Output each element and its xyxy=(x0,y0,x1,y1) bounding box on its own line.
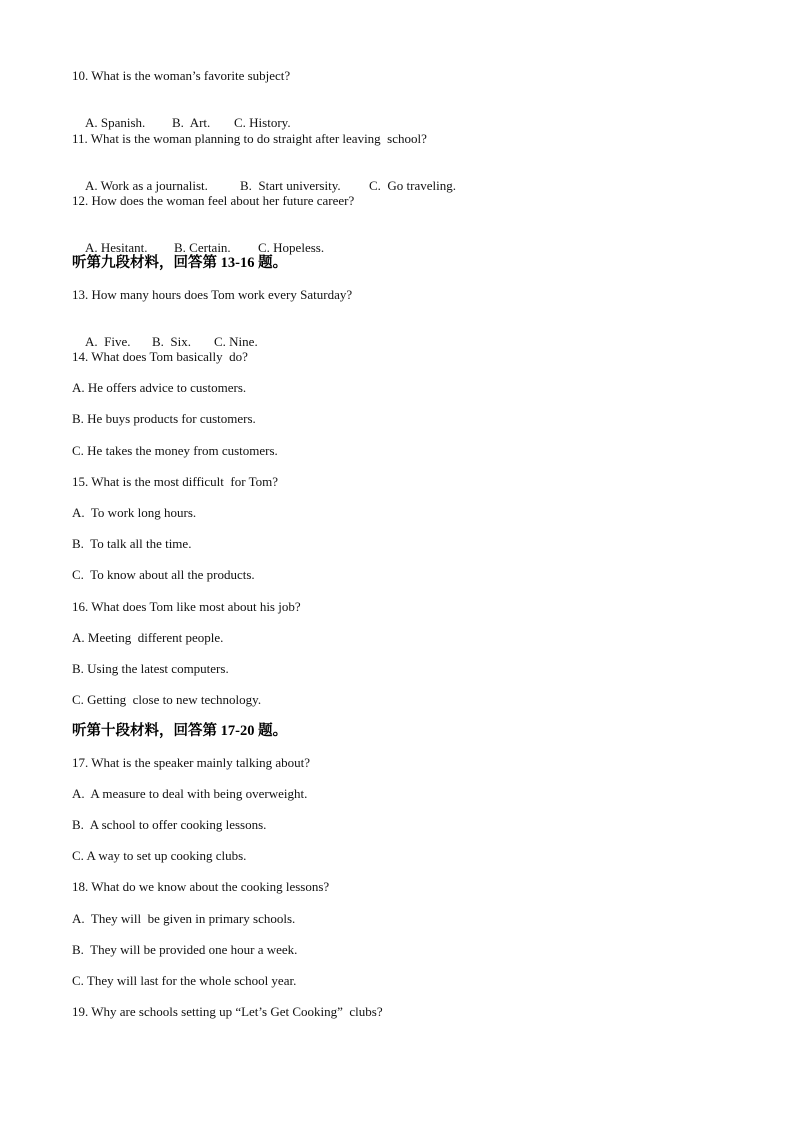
option-11-a: A. Work as a journalist. xyxy=(85,178,208,193)
question-17: 17. What is the speaker mainly talking about? xyxy=(72,755,311,770)
option-18-b: B. They will be provided one hour a week. xyxy=(72,942,298,957)
option-18-c: C. They will last for the whole school year. xyxy=(72,973,297,988)
option-13-a: A. Five. xyxy=(85,334,131,349)
option-15-b: B. To talk all the time. xyxy=(72,536,192,551)
option-15-c: C. To know about all the products. xyxy=(72,567,255,582)
option-16-c: C. Getting close to new technology. xyxy=(72,692,262,707)
question-12: 12. How does the woman feel about her future career? xyxy=(72,193,355,208)
option-14-c: C. He takes the money from customers. xyxy=(72,443,278,458)
question-10: 10. What is the woman’s favorite subject? xyxy=(72,68,291,83)
option-10-b: B. Art. xyxy=(172,115,211,130)
section-heading-9: 听第九段材料，回答第 13-16 题。 xyxy=(72,255,288,271)
option-16-b: B. Using the latest computers. xyxy=(72,661,229,676)
option-18-a: A. They will be given in primary schools. xyxy=(72,911,296,926)
option-12-b: B. Certain. xyxy=(174,240,231,255)
question-13: 13. How many hours does Tom work every Saturday? xyxy=(72,287,353,302)
option-14-b: B. He buys products for customers. xyxy=(72,411,256,426)
option-13-c: C. Nine. xyxy=(214,334,258,349)
section-heading-10: 听第十段材料，回答第 17-20 题。 xyxy=(72,723,288,739)
question-16: 16. What does Tom like most about his job? xyxy=(72,599,301,614)
option-14-a: A. He offers advice to customers. xyxy=(72,380,247,395)
option-10-a: A. Spanish. xyxy=(85,115,146,130)
question-19: 19. Why are schools setting up “Let’s Get Cooking” clubs? xyxy=(72,1004,383,1019)
option-15-a: A. To work long hours. xyxy=(72,505,197,520)
option-11-b: B. Start university. xyxy=(240,178,341,193)
option-17-b: B. A school to offer cooking lessons. xyxy=(72,817,267,832)
question-18: 18. What do we know about the cooking lessons? xyxy=(72,879,330,894)
option-12-a: A. Hesitant. xyxy=(85,240,148,255)
option-16-a: A. Meeting different people. xyxy=(72,630,224,645)
option-10-c: C. History. xyxy=(234,115,291,130)
question-11: 11. What is the woman planning to do straight after leaving school? xyxy=(72,131,427,146)
option-13-b: B. Six. xyxy=(152,334,192,349)
option-12-c: C. Hopeless. xyxy=(258,240,325,255)
option-11-c: C. Go traveling. xyxy=(369,178,457,193)
option-17-a: A. A measure to deal with being overweight. xyxy=(72,786,308,801)
question-14: 14. What does Tom basically do? xyxy=(72,349,248,364)
option-17-c: C. A way to set up cooking clubs. xyxy=(72,848,247,863)
question-15: 15. What is the most difficult for Tom? xyxy=(72,474,278,489)
